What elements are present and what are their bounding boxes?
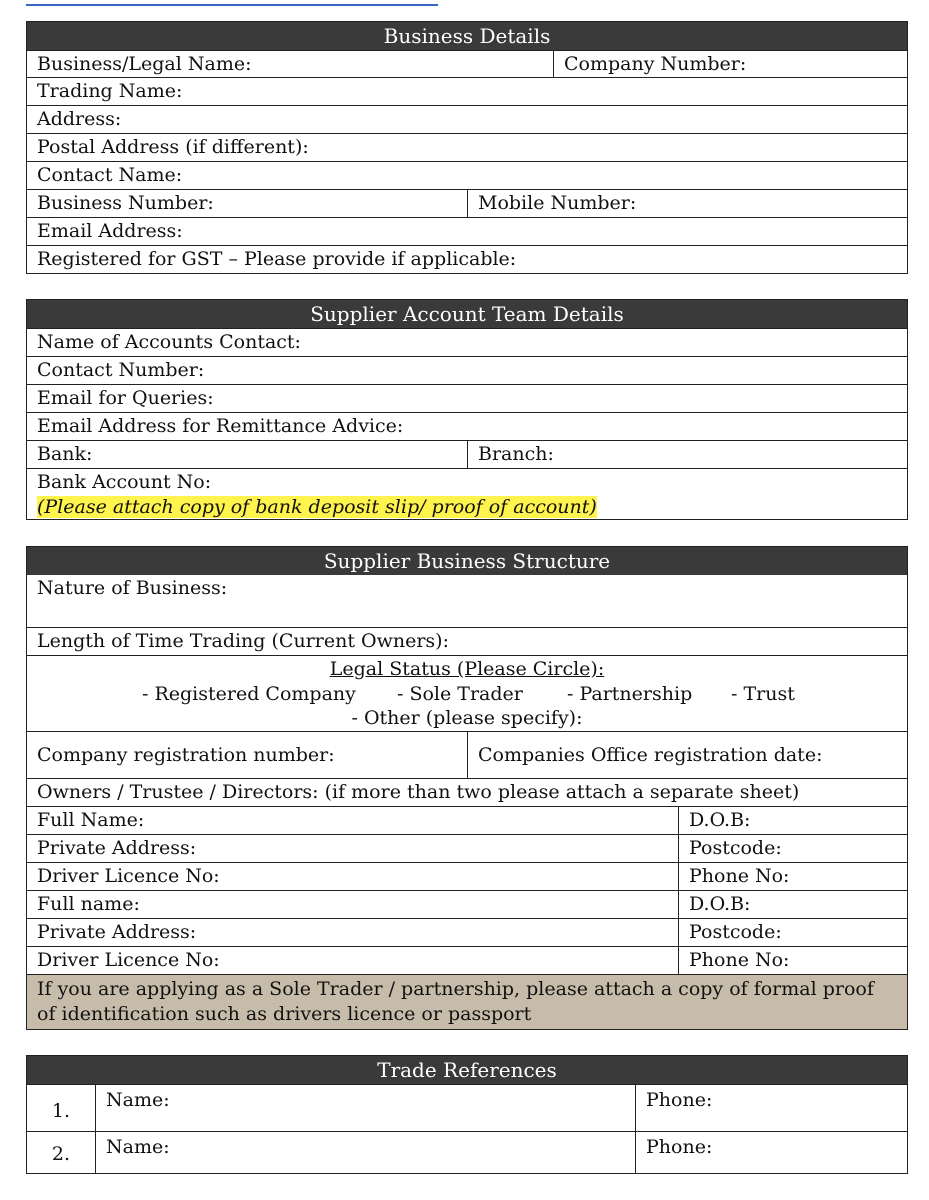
option-other[interactable]: - Other (please specify):	[351, 707, 583, 729]
reference-name-field[interactable]: Name:	[95, 1132, 635, 1173]
driver-licence-1-field[interactable]: Driver Licence No:	[37, 865, 220, 887]
bank-proof-note: (Please attach copy of bank deposit slip/ proof of account)	[37, 496, 597, 518]
business-structure-section	[26, 546, 908, 1030]
form-row	[27, 328, 907, 356]
form-row	[27, 356, 907, 384]
table-row	[27, 1084, 907, 1131]
form-row	[27, 105, 907, 133]
private-address-1-field[interactable]: Private Address:	[37, 837, 197, 859]
form-row	[27, 384, 907, 412]
form-row	[27, 918, 907, 946]
form-row	[27, 161, 907, 189]
option-registered-company[interactable]: - Registered Company	[142, 683, 356, 705]
legal-status-row	[27, 655, 907, 731]
form-row	[27, 834, 907, 862]
branch-field[interactable]: Branch:	[467, 441, 909, 468]
form-row	[27, 245, 907, 273]
form-row	[27, 890, 907, 918]
form-row	[27, 217, 907, 245]
email-remittance-field[interactable]: Email Address for Remittance Advice:	[37, 415, 404, 437]
form-row	[27, 806, 907, 834]
postcode-2-field[interactable]: Postcode:	[678, 919, 909, 946]
address-field[interactable]: Address:	[37, 108, 122, 130]
header-link-underline	[26, 0, 438, 6]
section-title: Supplier Business Structure	[27, 547, 907, 575]
reference-number: 1.	[51, 1100, 71, 1122]
accounts-contact-field[interactable]: Name of Accounts Contact:	[37, 331, 301, 353]
form-row	[27, 778, 907, 806]
trade-references-section	[26, 1055, 908, 1174]
business-details-section	[26, 21, 908, 274]
full-name-2-field[interactable]: Full name:	[37, 893, 140, 915]
legal-status-label: Legal Status (Please Circle):	[329, 658, 605, 680]
section-title: Business Details	[27, 22, 907, 50]
account-team-section	[26, 299, 908, 520]
section-title: Supplier Account Team Details	[27, 300, 907, 328]
bank-field[interactable]: Bank:	[37, 443, 93, 465]
form-row	[27, 468, 907, 519]
legal-name-field[interactable]: Business/Legal Name:	[37, 53, 252, 75]
form-row	[27, 440, 907, 468]
bank-account-field[interactable]: Bank Account No:	[37, 471, 212, 493]
driver-licence-2-field[interactable]: Driver Licence No:	[37, 949, 220, 971]
dob-2-field[interactable]: D.O.B:	[678, 891, 909, 918]
form-row	[27, 50, 907, 77]
form-row	[27, 575, 907, 627]
contact-number-field[interactable]: Contact Number:	[37, 359, 205, 381]
company-registration-number-field[interactable]: Company registration number:	[37, 744, 335, 766]
form-row	[27, 946, 907, 974]
option-sole-trader[interactable]: - Sole Trader	[397, 683, 523, 705]
dob-1-field[interactable]: D.O.B:	[678, 807, 909, 834]
reference-name-field[interactable]: Name:	[95, 1085, 635, 1131]
form-row	[27, 731, 907, 778]
length-trading-field[interactable]: Length of Time Trading (Current Owners):	[37, 630, 449, 652]
business-number-field[interactable]: Business Number:	[37, 192, 214, 214]
owners-label: Owners / Trustee / Directors: (if more than two please attach a separate sheet)	[37, 781, 800, 803]
email-address-field[interactable]: Email Address:	[37, 220, 183, 242]
reference-phone-field[interactable]: Phone:	[635, 1132, 909, 1173]
trading-name-field[interactable]: Trading Name:	[37, 80, 183, 102]
postcode-1-field[interactable]: Postcode:	[678, 835, 909, 862]
reference-phone-field[interactable]: Phone:	[635, 1085, 909, 1131]
option-partnership[interactable]: - Partnership	[567, 683, 693, 705]
form-row	[27, 77, 907, 105]
form-row	[27, 189, 907, 217]
company-number-field[interactable]: Company Number:	[553, 51, 909, 77]
section-title: Trade References	[27, 1056, 907, 1084]
contact-name-field[interactable]: Contact Name:	[37, 164, 183, 186]
mobile-number-field[interactable]: Mobile Number:	[467, 190, 909, 217]
phone-2-field[interactable]: Phone No:	[678, 947, 909, 974]
form-row	[27, 627, 907, 655]
form-row	[27, 862, 907, 890]
private-address-2-field[interactable]: Private Address:	[37, 921, 197, 943]
form-row	[27, 412, 907, 440]
option-trust[interactable]: - Trust	[731, 683, 795, 705]
reference-number: 2.	[51, 1143, 71, 1165]
email-queries-field[interactable]: Email for Queries:	[37, 387, 214, 409]
form-row	[27, 133, 907, 161]
id-proof-note: If you are applying as a Sole Trader / partnership, please attach a copy of formal proof of identification such as drivers licence or passport	[27, 974, 907, 1029]
nature-of-business-field[interactable]: Nature of Business:	[37, 577, 228, 599]
postal-address-field[interactable]: Postal Address (if different):	[37, 136, 309, 158]
gst-field[interactable]: Registered for GST – Please provide if applicable:	[37, 248, 517, 270]
table-row	[27, 1131, 907, 1173]
full-name-1-field[interactable]: Full Name:	[37, 809, 145, 831]
phone-1-field[interactable]: Phone No:	[678, 863, 909, 890]
companies-office-date-field[interactable]: Companies Office registration date:	[467, 732, 909, 778]
